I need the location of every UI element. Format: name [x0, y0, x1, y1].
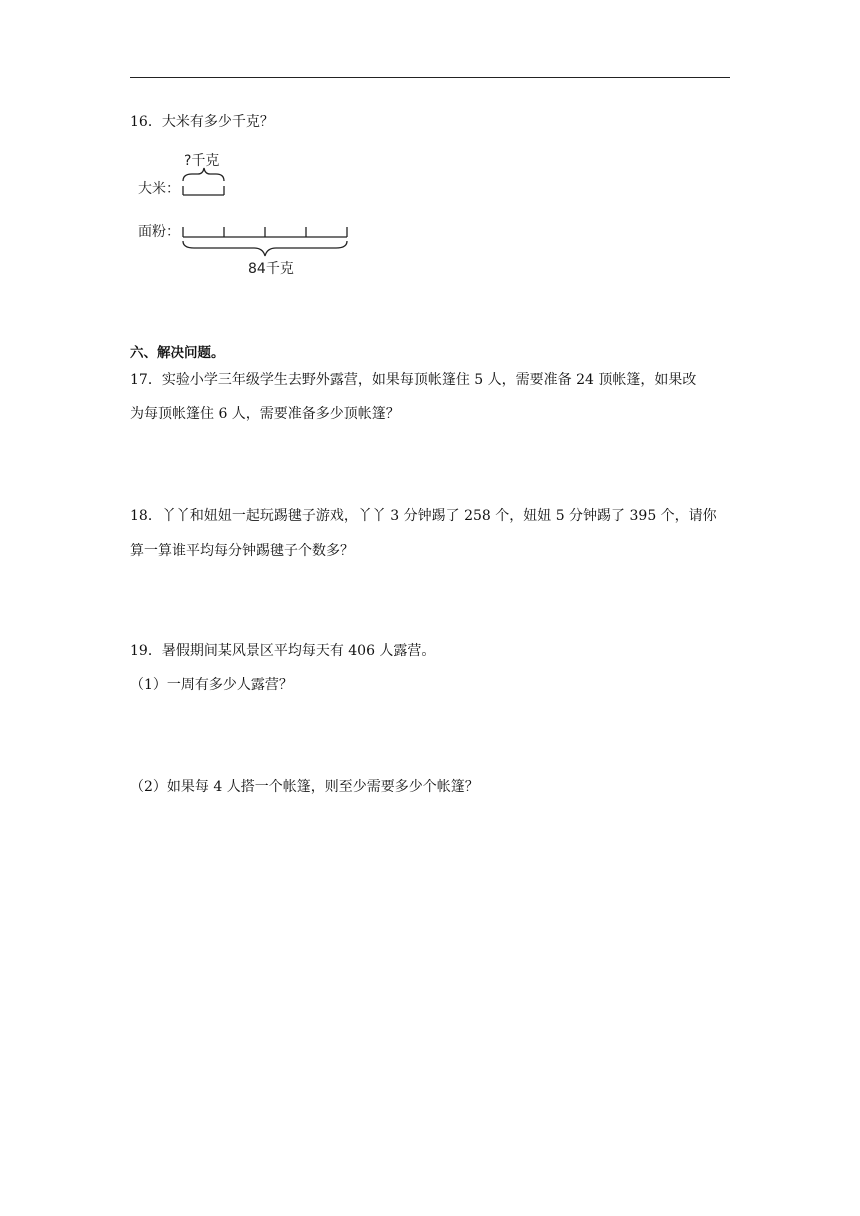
question-17-line-1: 17．实验小学三年级学生去野外露营，如果每顶帐篷住 5 人，需要准备 24 顶帐篷，如果改: [130, 372, 697, 388]
flour-total-label: 84千克: [248, 261, 294, 277]
rice-bar: [183, 186, 224, 195]
header-divider: [130, 77, 730, 78]
flour-label: 面粉：: [138, 224, 180, 240]
flour-bar: [183, 227, 347, 237]
rice-label: 大米：: [138, 181, 180, 197]
section-6-title: 六、解决问题。: [130, 345, 225, 361]
question-19-part-1: （1）一周有多少人露营？: [130, 677, 293, 693]
question-16: 16．大米有多少千克？: [130, 114, 274, 130]
line-segment-diagram: [130, 148, 370, 288]
question-19-intro: 19．暑假期间某风景区平均每天有 406 人露营。: [130, 643, 436, 659]
flour-brace: [183, 241, 347, 256]
question-18-line-2: 算一算谁平均每分钟踢毽子个数多？: [130, 543, 354, 559]
question-19-part-2: （2）如果每 4 人搭一个帐篷，则至少需要多少个帐篷？: [130, 779, 479, 795]
rice-brace: [183, 168, 224, 181]
question-18-line-1: 18．丫丫和妞妞一起玩踢毽子游戏，丫丫 3 分钟踢了 258 个，妞妞 5 分钟踢了 395 个，请你: [130, 508, 717, 524]
question-17-line-2: 为每顶帐篷住 6 人，需要准备多少顶帐篷？: [130, 406, 400, 422]
rice-unknown-label: ?千克: [184, 153, 220, 169]
